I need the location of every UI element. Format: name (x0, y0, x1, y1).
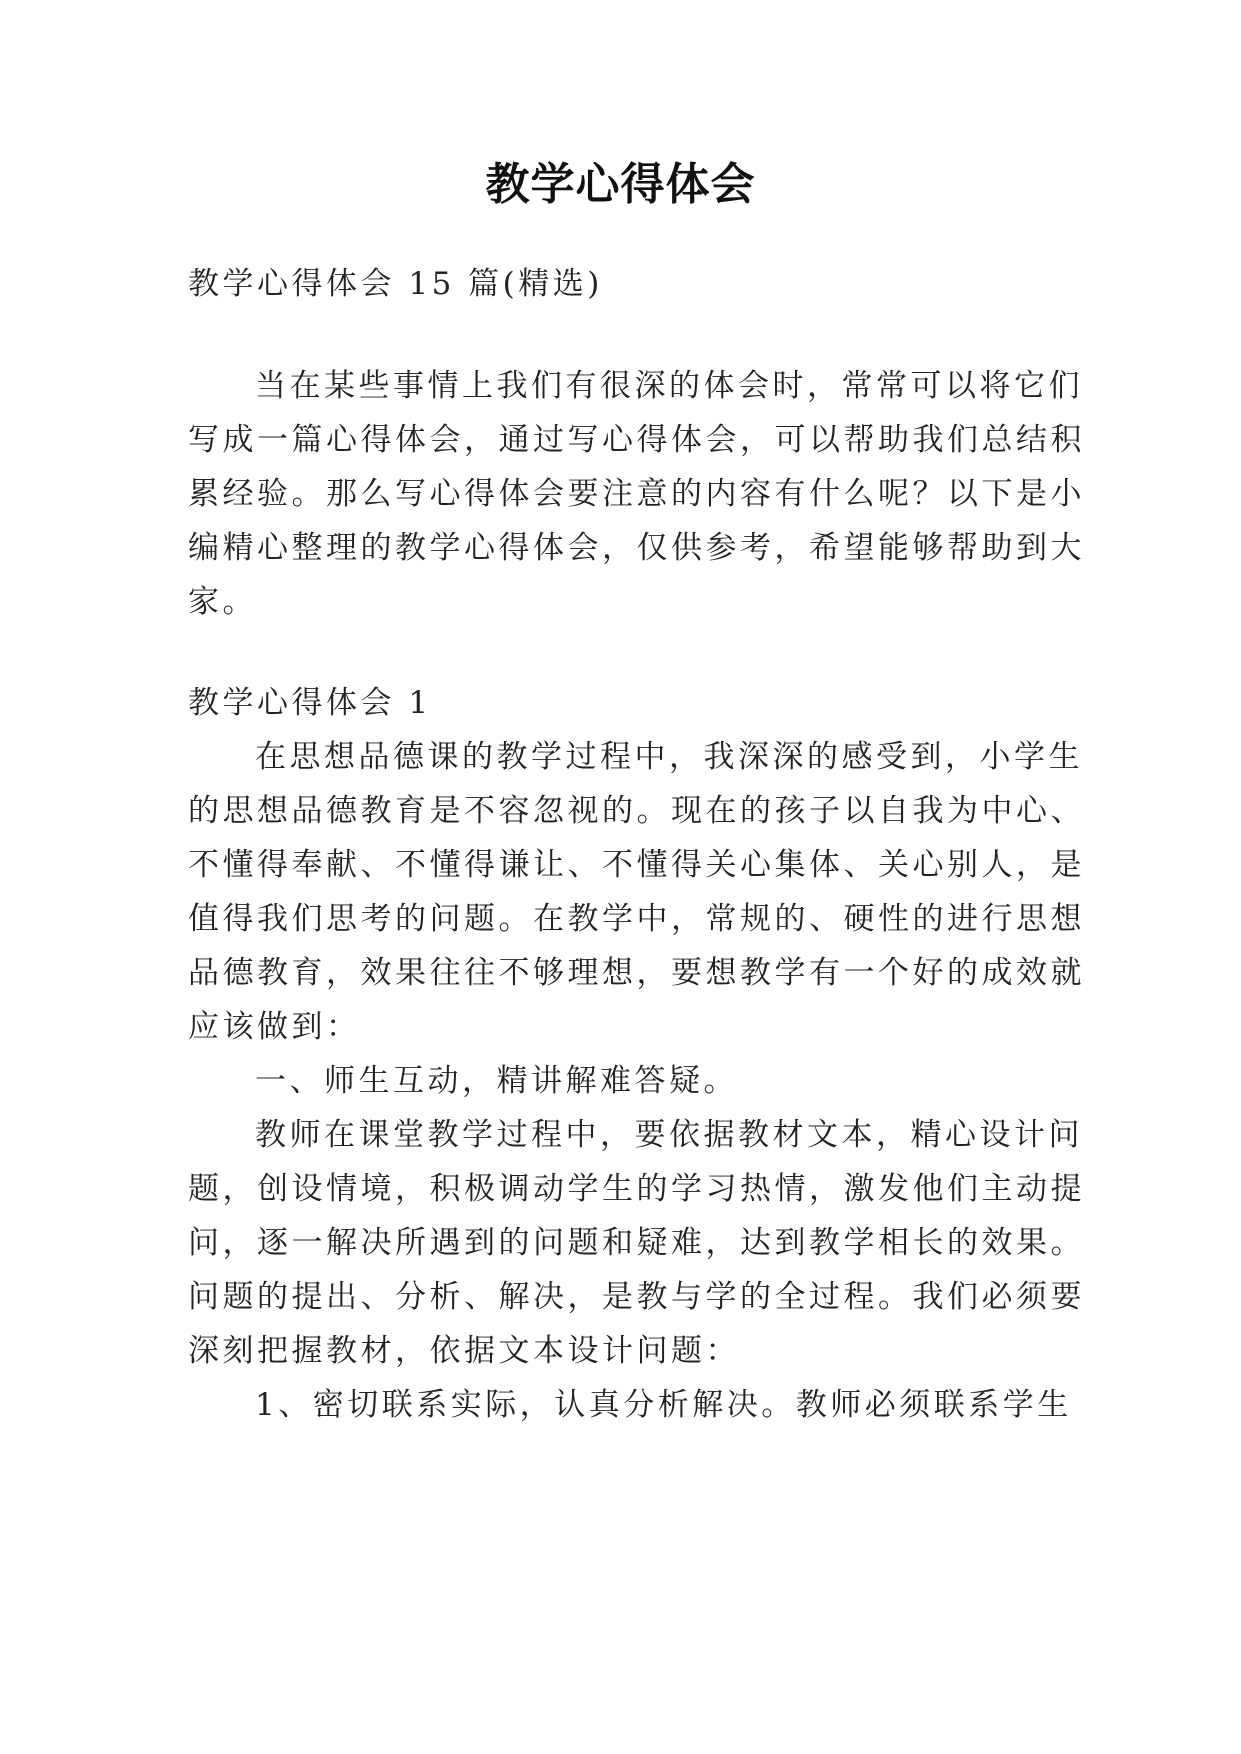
paragraph-line: 在思想品德课的教学过程中，我深深的感受到，小学生 (255, 739, 1083, 775)
sub-point-line: 1、密切联系实际，认真分析解决。教师必须联系学生 (255, 1387, 1072, 1423)
intro-line: 编精心整理的教学心得体会，仅供参考，希望能够帮助到大 (188, 530, 1085, 566)
intro-line: 当在某些事情上我们有很深的体会时，常常可以将它们 (255, 368, 1083, 404)
document-subtitle: 教学心得体会 15 篇(精选) (188, 266, 603, 302)
document-title: 教学心得体会 (485, 159, 756, 210)
paragraph-line: 应该做到： (188, 1009, 361, 1045)
section-heading: 教学心得体会 1 (188, 685, 432, 721)
intro-line: 写成一篇心得体会，通过写心得体会，可以帮助我们总结积 (188, 422, 1085, 458)
paragraph-line: 问题的提出、分析、解决，是教与学的全过程。我们必须要 (188, 1279, 1085, 1315)
paragraph-line: 题，创设情境，积极调动学生的学习热情，激发他们主动提 (188, 1171, 1085, 1207)
point-heading: 一、师生互动，精讲解难答疑。 (255, 1063, 738, 1099)
paragraph-line: 教师在课堂教学过程中，要依据教材文本，精心设计问 (255, 1117, 1083, 1153)
intro-line: 家。 (188, 584, 257, 620)
paragraph-line: 值得我们思考的问题。在教学中，常规的、硬性的进行思想 (188, 901, 1085, 937)
intro-line: 累经验。那么写心得体会要注意的内容有什么呢？以下是小 (188, 476, 1085, 512)
paragraph-line: 的思想品德教育是不容忽视的。现在的孩子以自我为中心、 (188, 793, 1085, 829)
paragraph-line: 深刻把握教材，依据文本设计问题： (188, 1333, 740, 1369)
paragraph-line: 品德教育，效果往往不够理想，要想教学有一个好的成效就 (188, 955, 1085, 991)
paragraph-line: 问，逐一解决所遇到的问题和疑难，达到教学相长的效果。 (188, 1225, 1085, 1261)
paragraph-line: 不懂得奉献、不懂得谦让、不懂得关心集体、关心别人，是 (188, 847, 1085, 883)
